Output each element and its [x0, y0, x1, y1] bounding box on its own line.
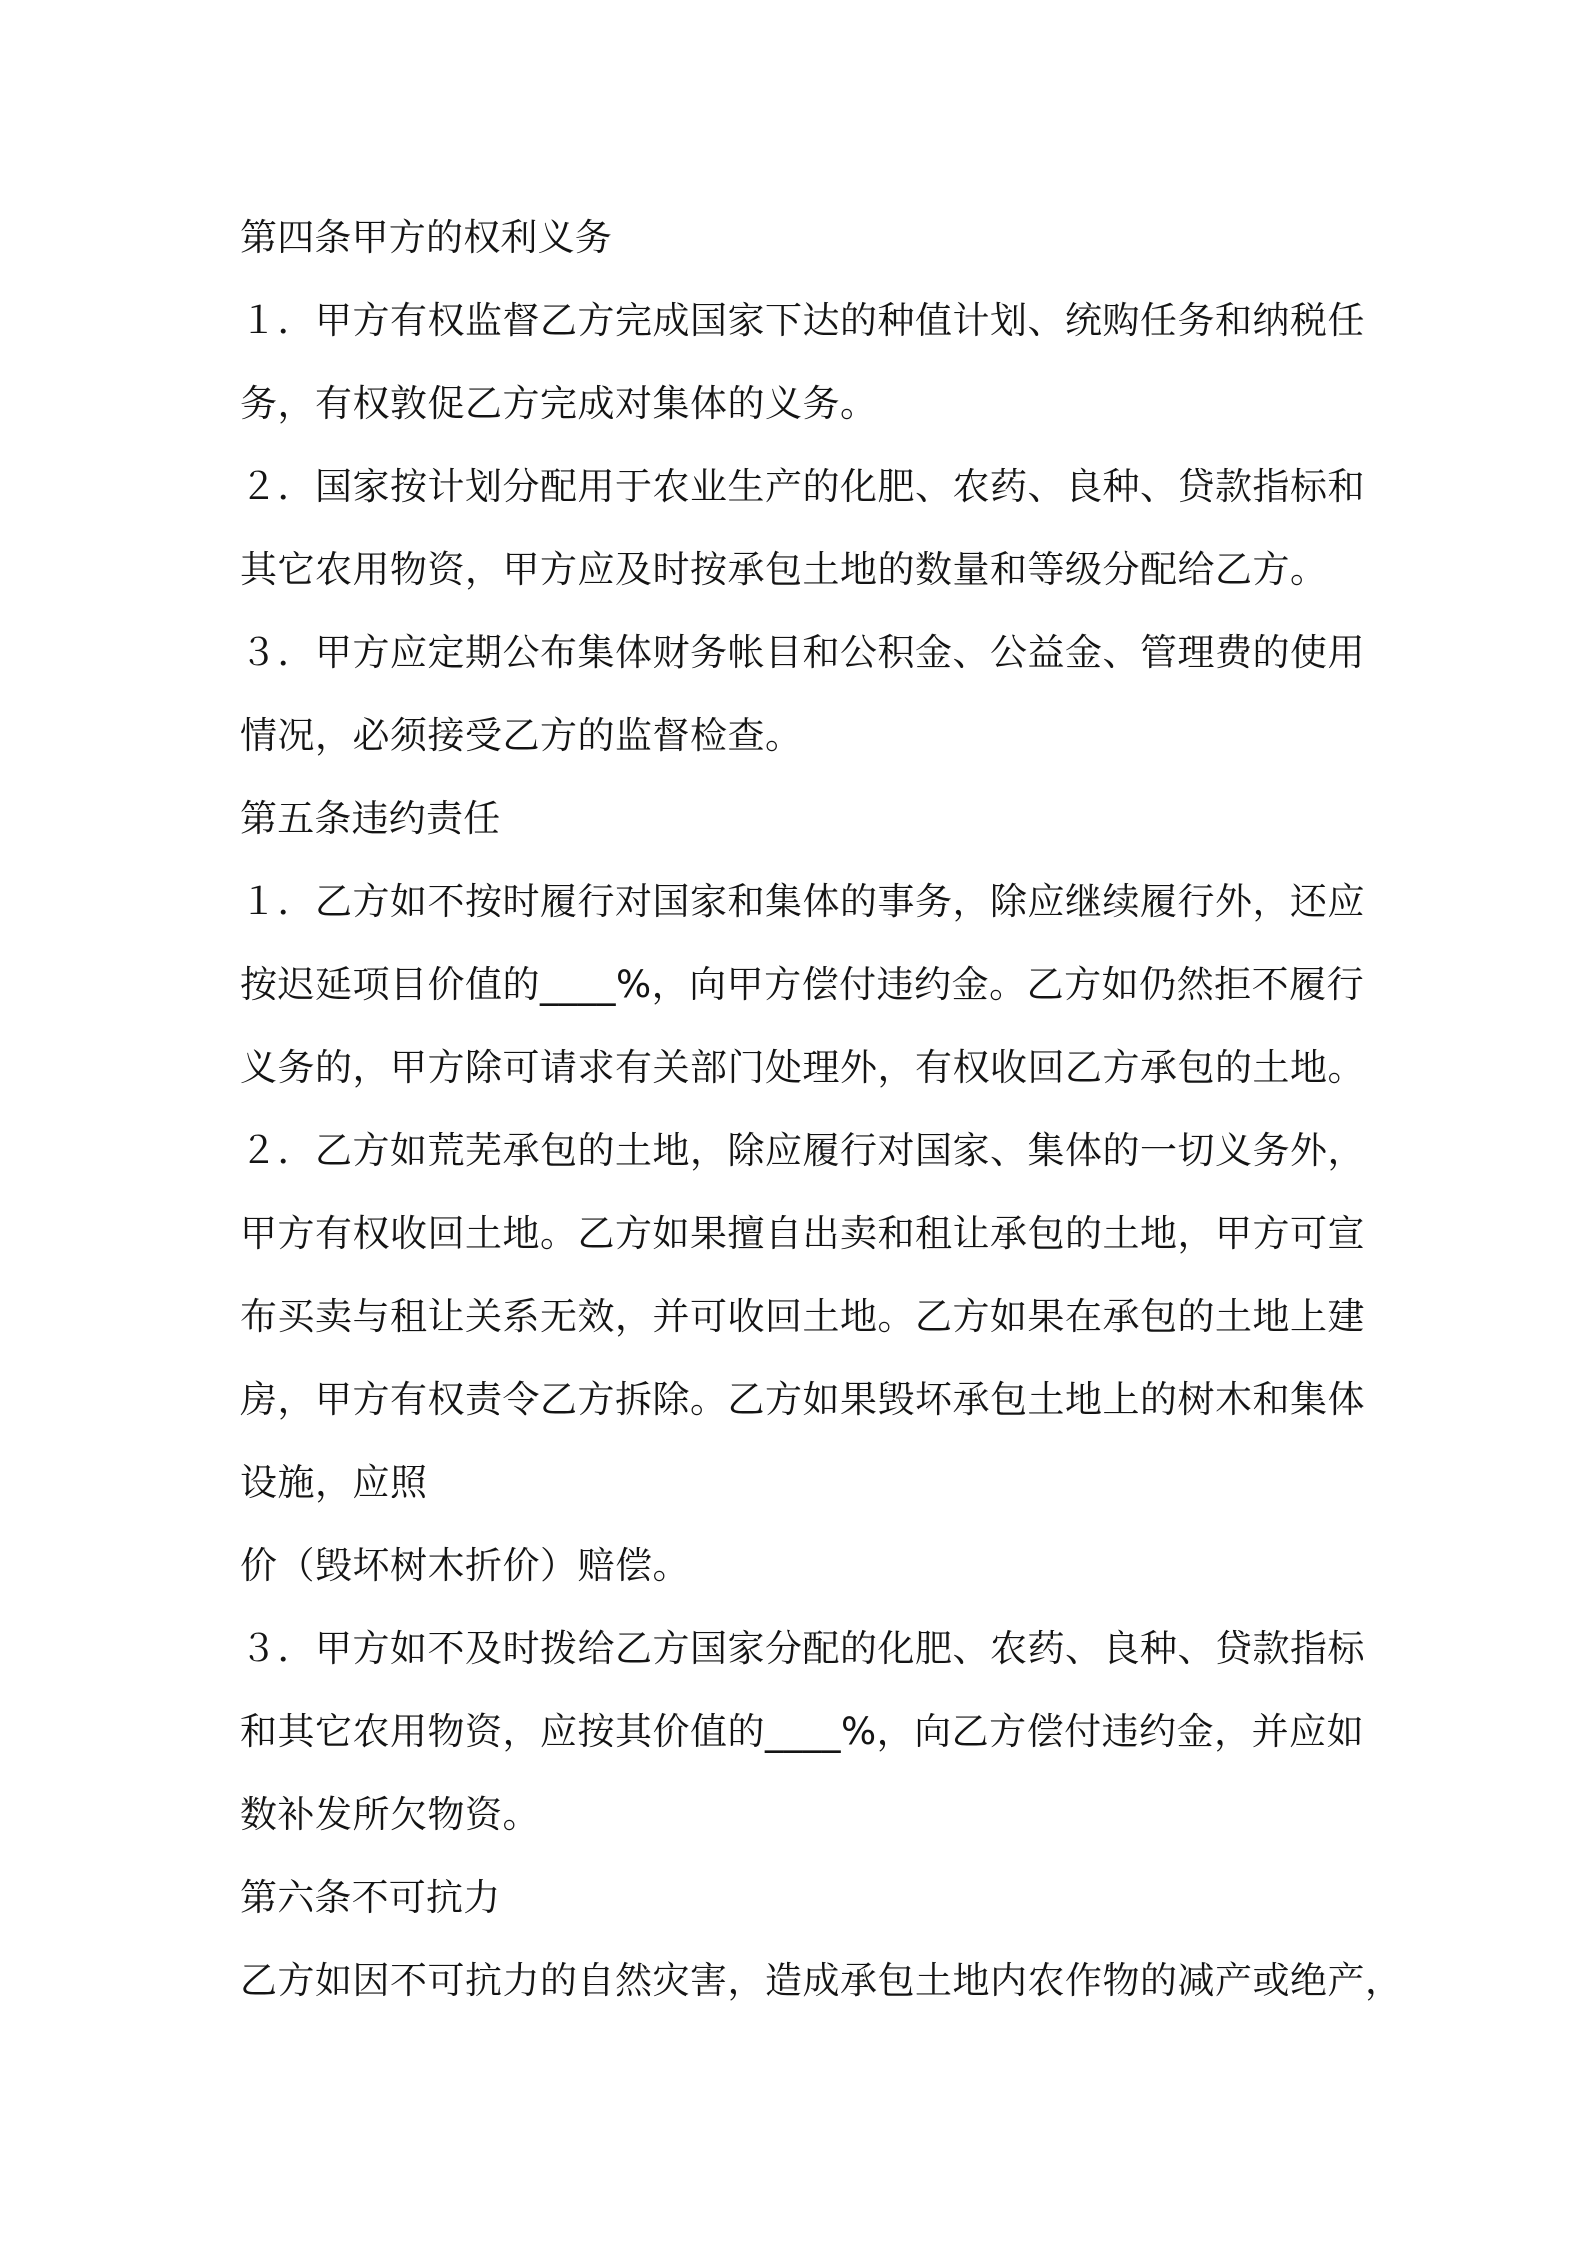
text-line: 和其它农用物资，应按其价值的____%，向乙方偿付违约金，并应如	[240, 1710, 1365, 1753]
text-line: 设施，应照	[240, 1461, 428, 1504]
article-4-heading: 第四条甲方的权利义务	[240, 216, 612, 259]
text-line: １．乙方如不按时履行对国家和集体的事务，除应继续履行外，还应	[240, 880, 1365, 923]
text-line: 义务的，甲方除可请求有关部门处理外，有权收回乙方承包的土地。	[240, 1046, 1365, 1089]
text-line: 情况，必须接受乙方的监督检查。	[240, 714, 803, 757]
document-body	[240, 196, 1403, 2022]
text-line: 甲方有权收回土地。乙方如果擅自出卖和租让承包的土地，甲方可宣	[240, 1212, 1365, 1255]
text-line: １．甲方有权监督乙方完成国家下达的种值计划、统购任务和纳税任	[240, 299, 1365, 342]
text-line: 乙方如因不可抗力的自然灾害，造成承包土地内农作物的减产或绝产，	[240, 1959, 1403, 2002]
text-line: 房，甲方有权责令乙方拆除。乙方如果毁坏承包土地上的树木和集体	[240, 1378, 1365, 1421]
text-line: ３．甲方如不及时拨给乙方国家分配的化肥、农药、良种、贷款指标	[240, 1627, 1365, 1670]
text-line: 价（毁坏树木折价）赔偿。	[240, 1544, 690, 1587]
text-line: 务，有权敦促乙方完成对集体的义务。	[240, 382, 878, 425]
article-5-heading: 第五条违约责任	[240, 797, 501, 840]
text-line: 布买卖与租让关系无效，并可收回土地。乙方如果在承包的土地上建	[240, 1295, 1365, 1338]
article-6-heading: 第六条不可抗力	[240, 1876, 501, 1919]
text-line: 按迟延项目价值的____%，向甲方偿付违约金。乙方如仍然拒不履行	[240, 963, 1365, 1006]
text-line: 其它农用物资，甲方应及时按承包土地的数量和等级分配给乙方。	[240, 548, 1328, 591]
text-line: ２．国家按计划分配用于农业生产的化肥、农药、良种、贷款指标和	[240, 465, 1365, 508]
text-line: ２．乙方如荒芜承包的土地，除应履行对国家、集体的一切义务外，	[240, 1129, 1365, 1172]
text-line: 数补发所欠物资。	[240, 1793, 540, 1836]
text-line: ３．甲方应定期公布集体财务帐目和公积金、公益金、管理费的使用	[240, 631, 1365, 674]
